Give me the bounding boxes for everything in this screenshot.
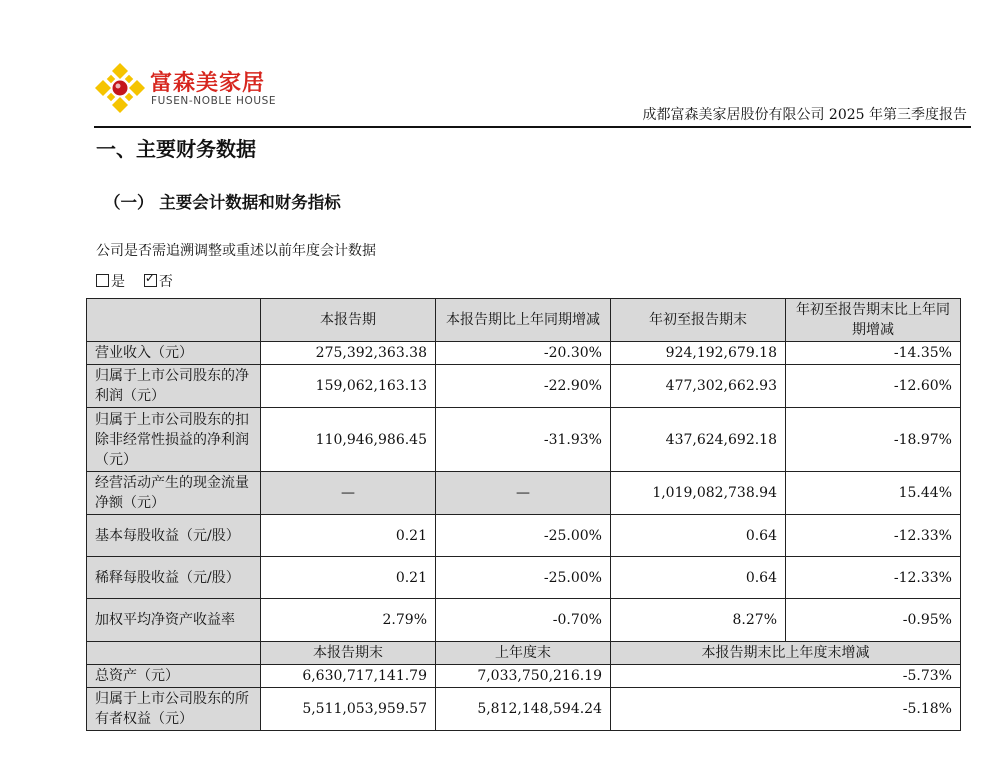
row-label: 基本每股收益（元/股）	[87, 515, 261, 557]
table-cell: 8.27%	[611, 599, 786, 642]
table-cell: -25.00%	[436, 557, 611, 599]
table-cell: -12.33%	[786, 515, 961, 557]
table-cell: 0.21	[261, 557, 436, 599]
row-label: 经营活动产生的现金流量净额（元）	[87, 472, 261, 515]
row-label: 归属于上市公司股东的所有者权益（元）	[87, 688, 261, 731]
company-logo	[94, 62, 294, 118]
table-cell: -14.35%	[786, 342, 961, 365]
header-blank-cell	[87, 642, 261, 665]
table-cell: 5,511,053,959.57	[261, 688, 436, 731]
table-cell: -25.00%	[436, 515, 611, 557]
table-cell: -20.30%	[436, 342, 611, 365]
checkbox-no-checked	[144, 274, 157, 287]
table-cell: 0.21	[261, 515, 436, 557]
report-title: 成都富森美家居股份有限公司 2025 年第三季度报告	[642, 107, 967, 123]
table-cell: -22.90%	[436, 365, 611, 408]
table-row	[87, 599, 961, 642]
row-label: 总资产（元）	[87, 665, 261, 688]
column-header: 本报告期	[261, 299, 436, 342]
table-row	[87, 472, 961, 515]
header-blank-cell	[87, 299, 261, 342]
logo-chinese-name: 富森美家居	[150, 71, 266, 96]
table-row	[87, 408, 961, 472]
column-header: 本报告期末	[261, 642, 436, 665]
table-cell: -31.93%	[436, 408, 611, 472]
table-cell: 5,812,148,594.24	[436, 688, 611, 731]
table-cell: -0.95%	[786, 599, 961, 642]
header-divider	[94, 126, 971, 128]
table-row	[87, 557, 961, 599]
table-cell: -12.60%	[786, 365, 961, 408]
table-cell: -5.73%	[611, 665, 961, 688]
table-cell: 159,062,163.13	[261, 365, 436, 408]
table-cell: 437,624,692.18	[611, 408, 786, 472]
subsection-heading: （一） 主要会计数据和财务指标	[104, 193, 341, 212]
table-cell: 0.64	[611, 515, 786, 557]
row-label: 归属于上市公司股东的扣除非经常性损益的净利润（元）	[87, 408, 261, 472]
option-no-label: 否	[158, 274, 173, 290]
table-cell: 6,630,717,141.79	[261, 665, 436, 688]
table-header-row	[87, 642, 961, 665]
financial-data-table	[86, 298, 961, 731]
table-cell: 1,019,082,738.94	[611, 472, 786, 515]
column-header: 本报告期比上年同期增减	[436, 299, 611, 342]
table-row	[87, 515, 961, 557]
column-header: 年初至报告期末	[611, 299, 786, 342]
table-cell: -12.33%	[786, 557, 961, 599]
table-cell: —	[261, 472, 436, 515]
table-cell: 15.44%	[786, 472, 961, 515]
table-cell: 275,392,363.38	[261, 342, 436, 365]
table-row	[87, 342, 961, 365]
table-cell: 0.64	[611, 557, 786, 599]
table-cell: 110,946,986.45	[261, 408, 436, 472]
table-cell: 2.79%	[261, 599, 436, 642]
table-row	[87, 365, 961, 408]
column-header: 上年度末	[436, 642, 611, 665]
logo-english-name: FUSEN-NOBLE HOUSE	[151, 95, 277, 107]
row-label: 归属于上市公司股东的净利润（元）	[87, 365, 261, 408]
table-cell: 477,302,662.93	[611, 365, 786, 408]
diamond-logo-icon	[94, 62, 146, 114]
table-cell: -0.70%	[436, 599, 611, 642]
column-header: 本报告期末比上年度末增减	[611, 642, 961, 665]
table-cell: -5.18%	[611, 688, 961, 731]
restatement-options	[96, 271, 173, 291]
table-cell: 7,033,750,216.19	[436, 665, 611, 688]
column-header: 年初至报告期末比上年同期增减	[786, 299, 961, 342]
row-label: 营业收入（元）	[87, 342, 261, 365]
table-row	[87, 665, 961, 688]
row-label: 稀释每股收益（元/股）	[87, 557, 261, 599]
row-label: 加权平均净资产收益率	[87, 599, 261, 642]
table-row	[87, 688, 961, 731]
table-cell: 924,192,679.18	[611, 342, 786, 365]
table-cell: -18.97%	[786, 408, 961, 472]
section-heading: 一、主要财务数据	[96, 137, 256, 161]
table-cell: —	[436, 472, 611, 515]
checkbox-yes	[96, 274, 109, 287]
option-yes-label: 是	[111, 274, 125, 290]
table-header-row	[87, 299, 961, 342]
restatement-question: 公司是否需追溯调整或重述以前年度会计数据	[96, 243, 376, 259]
